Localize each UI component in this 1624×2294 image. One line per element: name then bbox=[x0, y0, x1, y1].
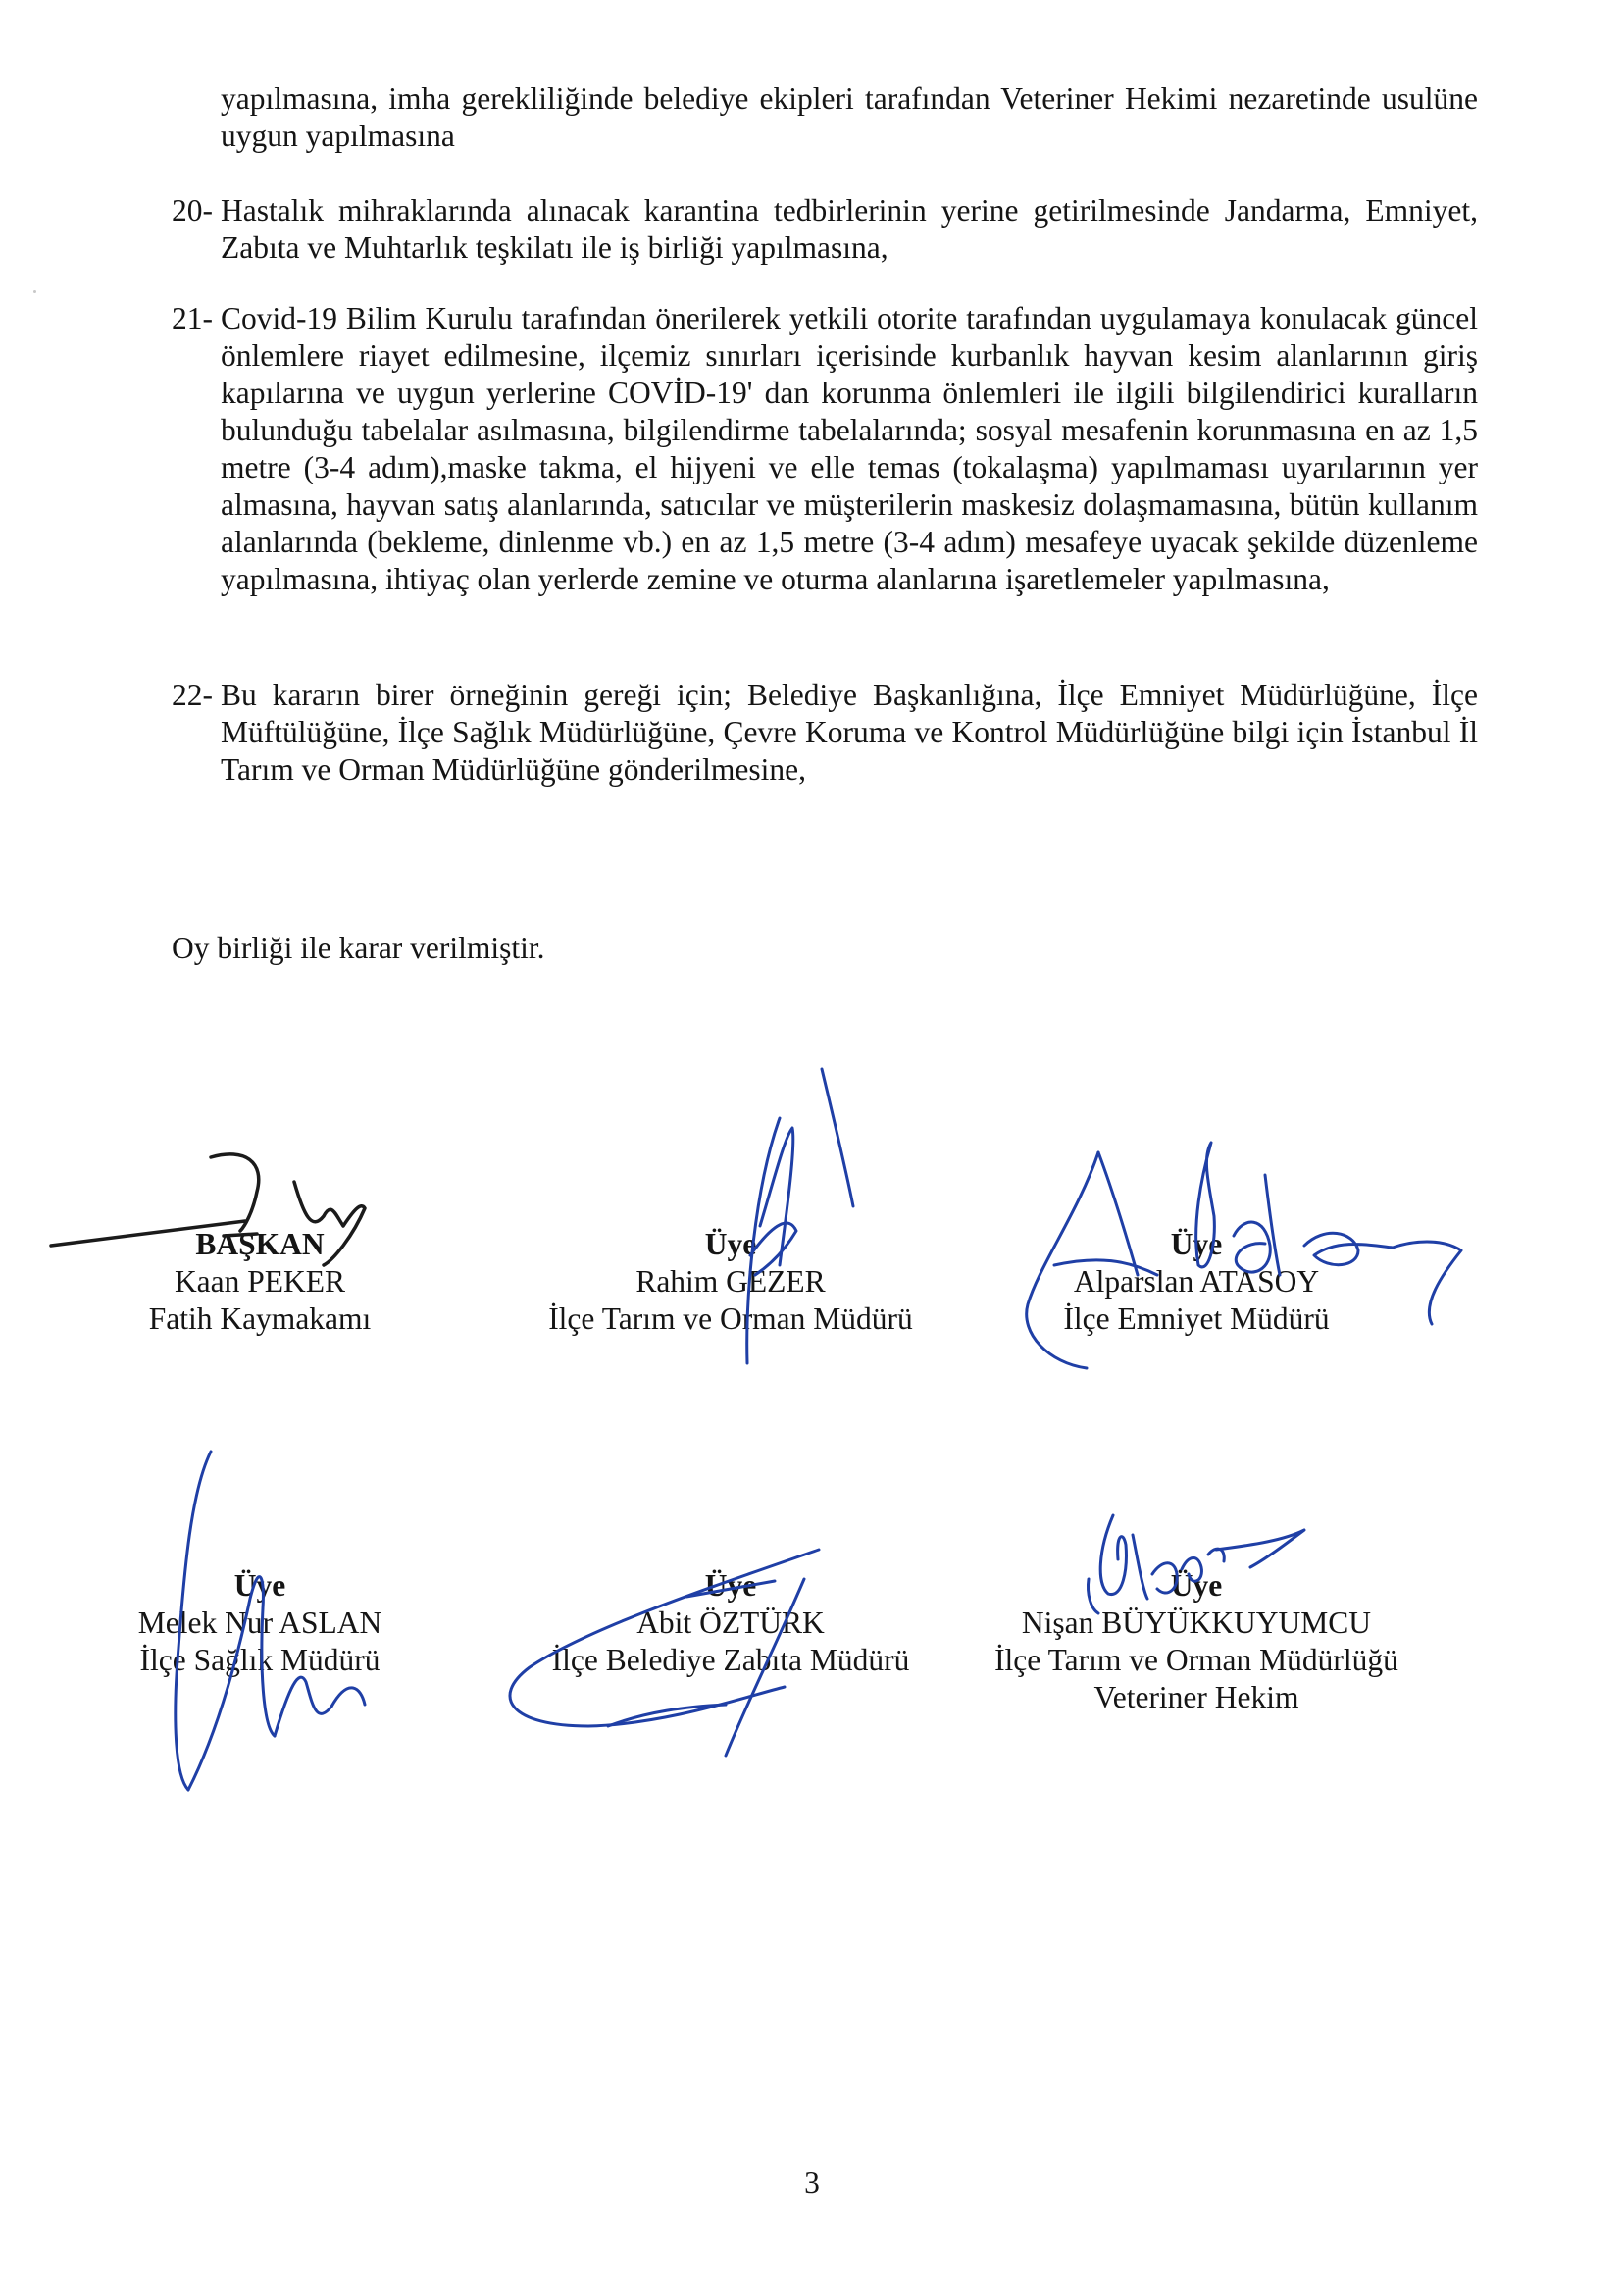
signatory-name: Rahim GEZER bbox=[635, 1264, 826, 1299]
signatory-title: İlçe Sağlık Müdürü bbox=[139, 1643, 381, 1677]
signatory-title: İlçe Belediye Zabıta Müdürü bbox=[551, 1643, 910, 1677]
signatory-role: Üye bbox=[704, 1568, 757, 1603]
decision-statement: Oy birliği ile karar verilmiştir. bbox=[172, 931, 545, 965]
signatory-member bbox=[0, 1567, 534, 1679]
list-item-text: Covid-19 Bilim Kurulu tarafından önerilerek yetkili otorite tarafından uygulamaya konulacak güncel önlemlere riayet edilmesine, ilçemiz sınırları içerisinde kurbanlık hayvan kesim alanlarının giriş kapılarına ve uygun yerlerine COVİD-19' dan korunma önlemleri ile ilgili bilgilendirici kuralların bulunduğu tabelalar asılmasına, bilgilendirme tabelalarında; sosyal mesafenin korunmasına en az 1,5 metre (3-4 adım),maske takma, el hijyeni ve elle temas (tokalaşma) yapılmaması uyarılarının yer almasına, hayvan satış alanlarında, satıcılar ve müşterilerin maskesiz dolaşmamasına, bütün kullanım alanlarında (bekleme, dinlenme vb.) en az 1,5 metre (3-4 adım) mesafeye uyacak şekilde düzenleme yapılmasına, ihtiyaç olan yerlerde zemine ve oturma alanlarına işaretlemeler yapılmasına, bbox=[221, 301, 1478, 596]
signatory-role: Üye bbox=[233, 1568, 286, 1603]
signatory-role: Üye bbox=[1170, 1568, 1223, 1603]
list-item-text: Hastalık mihraklarında alınacak karantina tedbirlerinin yerine getirilmesinde Jandarma, Emniyet, Zabıta ve Muhtarlık teşkilatı ile iş birliği yapılmasına, bbox=[221, 193, 1478, 265]
signatory-chair bbox=[0, 1226, 534, 1338]
signatory-role: Üye bbox=[704, 1227, 757, 1261]
signatory-title: İlçe Tarım ve Orman Müdürü bbox=[548, 1301, 913, 1336]
signatory-title: Veteriner Hekim bbox=[1093, 1680, 1299, 1714]
signatory-member bbox=[922, 1567, 1471, 1716]
signatory-title: İlçe Emniyet Müdürü bbox=[1063, 1301, 1330, 1336]
signatory-role: BAŞKAN bbox=[195, 1227, 325, 1261]
continuation-paragraph: yapılmasına, imha gerekliliğinde belediye ekipleri tarafından Veteriner Hekimi nezaretinde usulüne uygun yapılmasına bbox=[221, 81, 1478, 153]
signatory-name: Alparslan ATASOY bbox=[1073, 1264, 1320, 1299]
signatory-name: Melek Nur ASLAN bbox=[137, 1606, 382, 1640]
page-number: 3 bbox=[804, 2166, 820, 2200]
list-item-number: 22- bbox=[172, 678, 213, 712]
signatory-name: Abit ÖZTÜRK bbox=[636, 1606, 825, 1640]
signatory-name: Kaan PEKER bbox=[174, 1264, 346, 1299]
signatory-name: Nişan BÜYÜKKUYUMCU bbox=[1021, 1606, 1372, 1640]
signatory-role: Üye bbox=[1170, 1227, 1223, 1261]
signatory-title: İlçe Tarım ve Orman Müdürlüğü bbox=[994, 1643, 1398, 1677]
scan-speck bbox=[33, 290, 36, 293]
signatory-member bbox=[922, 1226, 1471, 1338]
list-item-20 bbox=[172, 192, 1478, 267]
list-item-number: 21- bbox=[172, 301, 213, 335]
list-item-text: Bu kararın birer örneğinin gereği için; Belediye Başkanlığına, İlçe Emniyet Müdürlüğüne, İlçe Müftülüğüne, İlçe Sağlık Müdürlüğüne, Çevre Koruma ve Kontrol Müdürlüğüne bilgi için İstanbul İl Tarım ve Orman Müdürlüğüne gönderilmesine, bbox=[221, 678, 1478, 787]
list-item-number: 20- bbox=[172, 193, 213, 228]
list-item-21 bbox=[172, 300, 1478, 598]
signatory-title: Fatih Kaymakamı bbox=[148, 1301, 372, 1336]
list-item-22 bbox=[172, 677, 1478, 789]
